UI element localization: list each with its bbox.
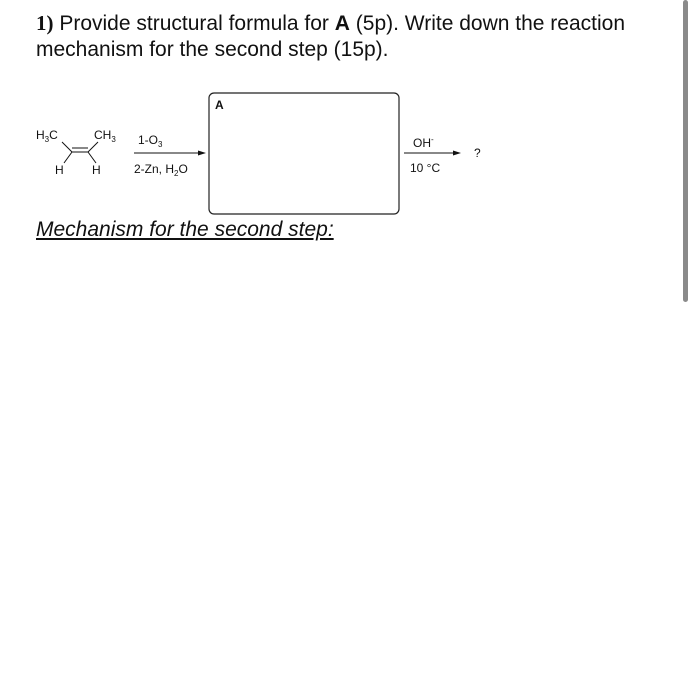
step2-reagent-temperature: 10 °C	[410, 161, 441, 175]
question-number: 1)	[36, 11, 54, 35]
bond-c1-c2	[62, 142, 72, 152]
bond-c3-h	[88, 152, 96, 163]
reactant-methyl-right: $CH_3$	[94, 128, 116, 144]
question-text-part2: (5p). Write down the reaction mechanism for the second step (15p).	[36, 12, 626, 61]
compound-a-label: A	[334, 12, 350, 35]
step1-reagent-zinc-water: 2-Zn, $H_2O$	[134, 162, 188, 178]
question-text-part1: Provide structural formula for	[53, 12, 335, 35]
reactant-methyl-left: $H_3C$	[36, 128, 58, 144]
step1-arrowhead	[198, 151, 206, 156]
bond-c2-h	[64, 152, 72, 163]
unknown-product: ?	[474, 146, 481, 160]
reactant-h-left: H	[55, 163, 64, 177]
reactant-structure	[36, 128, 116, 177]
step1-reagent-ozone: $1-O_3$	[138, 133, 163, 149]
step2-arrow	[404, 135, 461, 175]
step2-arrowhead	[453, 151, 461, 156]
compound-a-box-label: A	[215, 98, 224, 112]
reactant-h-right: H	[92, 163, 101, 177]
bond-c3-c4	[88, 142, 98, 152]
reaction-scheme	[0, 0, 694, 240]
step1-arrow	[134, 133, 206, 178]
compound-a-box	[209, 93, 399, 214]
step2-reagent-hydroxide: OH-	[413, 135, 434, 150]
vertical-scrollbar[interactable]	[683, 0, 688, 302]
mechanism-heading: Mechanism for the second step:	[36, 218, 334, 241]
